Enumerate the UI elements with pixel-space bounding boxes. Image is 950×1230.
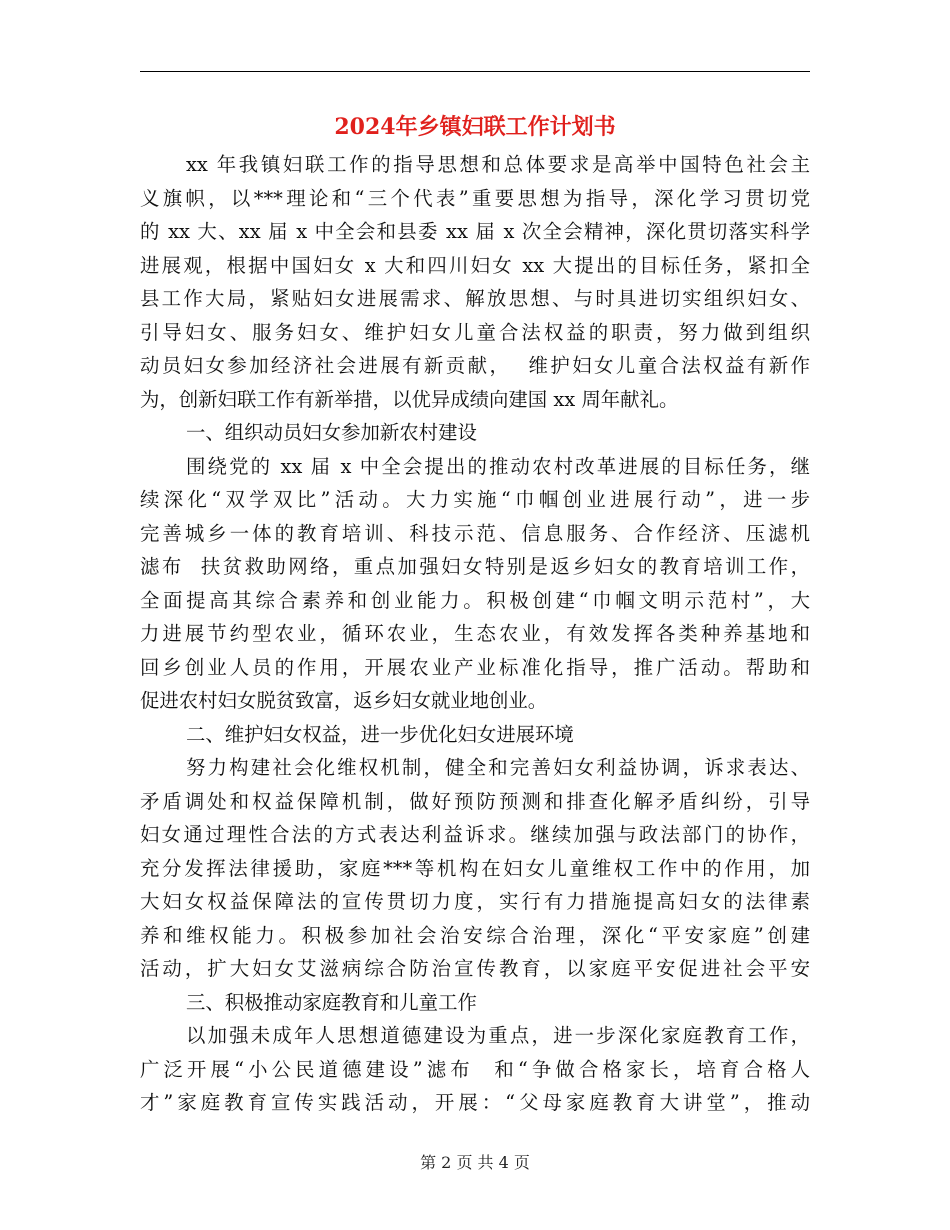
section-heading: 二、维护妇女权益，进一步优化妇女进展环境 bbox=[186, 722, 574, 746]
paragraph-line: 广泛开展“小公民道德建设”滤布 和“争做合格家长，培育合格人 bbox=[140, 1057, 810, 1081]
paragraph-line: 力进展节约型农业，循环农业，生态农业，有效发挥各类种养基地和 bbox=[140, 622, 810, 645]
paragraph-line: 全面提高其综合素养和创业能力。积极创建“巾帼文明示范村”，大 bbox=[140, 588, 810, 612]
paragraph-line: 县工作大局，紧贴妇女进展需求、解放思想、与时具进切实组织妇女、 bbox=[140, 287, 810, 310]
paragraph-line: 以加强未成年人思想道德建设为重点，进一步深化家庭教育工作， bbox=[186, 1024, 810, 1047]
section-heading: 三、积极推动家庭教育和儿童工作 bbox=[186, 990, 477, 1014]
paragraph-line: 矛盾调处和权益保障机制，做好预防预测和排查化解矛盾纠纷，引导 bbox=[140, 789, 810, 813]
paragraph-line: 妇女通过理性合法的方式表达利益诉求。继续加强与政法部门的协作， bbox=[140, 823, 810, 846]
paragraph-line: 充分发挥法律援助，家庭***等机构在妇女儿童维权工作中的作用，加 bbox=[140, 856, 810, 880]
paragraph-line: 进展观，根据中国妇女 x 大和四川妇女 xx 大提出的目标任务，紧扣全 bbox=[140, 253, 810, 277]
paragraph-line: xx 年我镇妇联工作的指导思想和总体要求是高举中国特色社会主 bbox=[186, 153, 810, 176]
header-rule bbox=[140, 71, 810, 72]
paragraph-line: 引导妇女、服务妇女、维护妇女儿童合法权益的职责，努力做到组织 bbox=[140, 320, 810, 344]
paragraph-line: 续深化“双学双比”活动。大力实施“巾帼创业进展行动”，进一步 bbox=[140, 488, 810, 511]
paragraph-line: 大妇女权益保障法的宣传贯切力度，实行有力措施提高妇女的法律素 bbox=[140, 890, 810, 913]
paragraph-line: 回乡创业人员的作用，开展农业产业标准化指导，推广活动。帮助和 bbox=[140, 655, 810, 679]
paragraph-line: 努力构建社会化维权机制，健全和完善妇女利益协调，诉求表达、 bbox=[186, 756, 810, 779]
paragraph-line: 滤布 扶贫救助网络，重点加强妇女特别是返乡妇女的教育培训工作， bbox=[140, 555, 810, 578]
paragraph-line: 才”家庭教育宣传实践活动，开展：“父母家庭教育大讲堂”，推动 bbox=[140, 1091, 810, 1114]
paragraph-line: 义旗帜，以***理论和“三个代表”重要思想为指导，深化学习贯切党 bbox=[140, 186, 810, 210]
paragraph-line: 为，创新妇联工作有新举措，以优异成绩向建国 xx 周年献礼。 bbox=[140, 387, 679, 411]
paragraph-line: 促进农村妇女脱贫致富，返乡妇女就业地创业。 bbox=[140, 689, 548, 712]
paragraph-line: 完善城乡一体的教育培训、科技示范、信息服务、合作经济、压滤机 bbox=[140, 521, 810, 545]
paragraph-line: 动员妇女参加经济社会进展有新贡献， 维护妇女儿童合法权益有新作 bbox=[140, 354, 810, 377]
document-body bbox=[140, 148, 810, 1120]
paragraph-line: 的 xx 大、xx 届 x 中全会和县委 xx 届 x 次全会精神，深化贯切落实科学 bbox=[140, 220, 810, 243]
section-heading: 一、组织动员妇女参加新农村建设 bbox=[186, 421, 477, 444]
document-title: 2024年乡镇妇联工作计划书 bbox=[334, 114, 616, 140]
paragraph-line: 活动，扩大妇女艾滋病综合防治宣传教育，以家庭平安促进社会平安 bbox=[140, 957, 810, 980]
paragraph-line: 养和维权能力。积极参加社会治安综合治理，深化“平安家庭”创建 bbox=[140, 923, 810, 947]
paragraph-line: 围绕党的 xx 届 x 中全会提出的推动农村改革进展的目标任务，继 bbox=[186, 454, 810, 478]
page-number: 第 2 页 共 4 页 bbox=[420, 1153, 530, 1172]
